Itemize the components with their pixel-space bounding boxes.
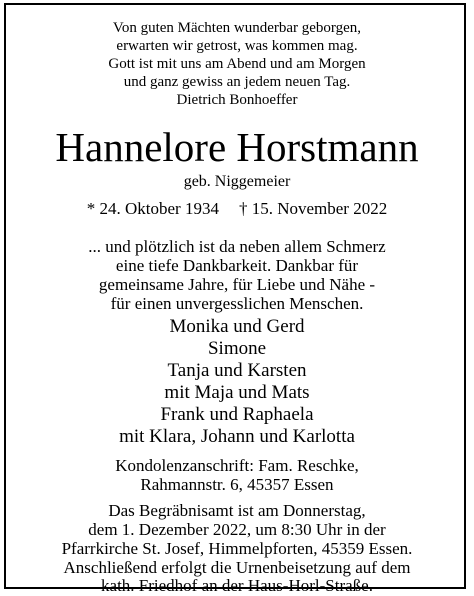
poem-line: und ganz gewiss an jedem neuen Tag. bbox=[123, 74, 351, 90]
death-date: † 15. November 2022 bbox=[238, 199, 388, 218]
intro-line: für einen unvergesslichen Menschen. bbox=[110, 294, 364, 313]
poem-line: Gott ist mit uns am Abend und am Morgen bbox=[108, 56, 366, 72]
intro-line: gemeinsame Jahre, für Liebe und Nähe - bbox=[98, 275, 376, 294]
poem-line: Von guten Mächten wunderbar geborgen, bbox=[112, 20, 362, 36]
intro-line: eine tiefe Dankbarkeit. Dankbar für bbox=[115, 256, 359, 275]
condolence-line: Rahmannstr. 6, 45357 Essen bbox=[140, 475, 334, 494]
family-line: Monika und Gerd bbox=[169, 316, 305, 337]
poem-author: Dietrich Bonhoeffer bbox=[176, 92, 298, 108]
birth-name: geb. Niggemeier bbox=[183, 173, 291, 190]
life-dates bbox=[0, 200, 474, 217]
family-line: Simone bbox=[207, 338, 267, 359]
service-line: dem 1. Dezember 2022, um 8:30 Uhr in der bbox=[88, 520, 386, 539]
condolence-line: Kondolenzanschrift: Fam. Reschke, bbox=[115, 456, 359, 475]
family-line: Frank und Raphaela bbox=[160, 404, 314, 425]
deceased-name: Hannelore Horstmann bbox=[55, 124, 419, 170]
service-line: Pfarrkirche St. Josef, Himmelpforten, 45359 Essen. bbox=[61, 539, 413, 558]
service-line: Anschließend erfolgt die Urnenbeisetzung auf dem bbox=[63, 558, 411, 577]
service-line: Das Begräbnisamt ist am Donnerstag, bbox=[108, 501, 366, 520]
family-line: Tanja und Karsten bbox=[167, 360, 307, 381]
intro-line: ... und plötzlich ist da neben allem Schmerz bbox=[88, 237, 386, 256]
service-line: kath. Friedhof an der Haus-Horl-Straße. bbox=[101, 576, 373, 595]
family-line: mit Klara, Johann und Karlotta bbox=[119, 426, 355, 447]
poem-line: erwarten wir getrost, was kommen mag. bbox=[116, 38, 358, 54]
family-line: mit Maja und Mats bbox=[164, 382, 310, 403]
birth-date: * 24. Oktober 1934 bbox=[86, 199, 219, 218]
